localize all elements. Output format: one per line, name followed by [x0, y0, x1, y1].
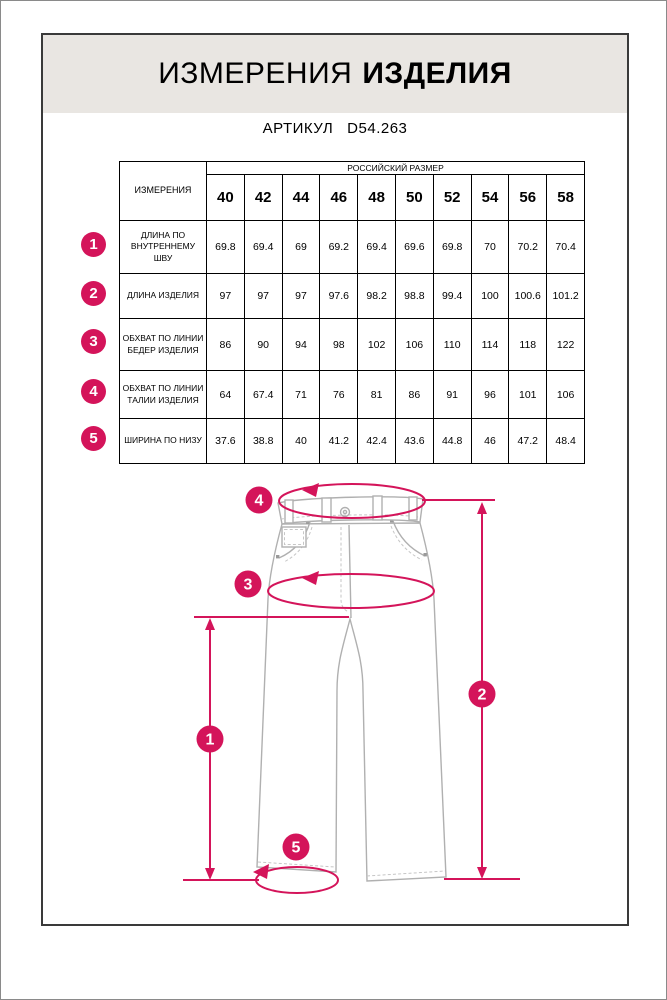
page-title-regular: ИЗМЕРЕНИЯ	[158, 57, 353, 90]
measurement-value-cell: 99.4	[433, 274, 471, 319]
measurement-label-cell: ОБХВАТ ПО ЛИНИИ ТАЛИИ ИЗДЕЛИЯ	[120, 371, 207, 419]
title-band	[43, 35, 627, 113]
measurement-value-cell: 70.4	[547, 221, 585, 274]
measurement-value-cell: 42.4	[358, 419, 396, 464]
diagram-badge-2	[469, 681, 496, 708]
measurement-value-cell: 86	[395, 371, 433, 419]
measurement-value-cell: 98.8	[395, 274, 433, 319]
measurement-value-cell: 81	[358, 371, 396, 419]
measurement-value-cell: 37.6	[207, 419, 245, 464]
measurement-value-cell: 114	[471, 319, 509, 371]
belt-loop	[322, 498, 331, 522]
svg-text:2: 2	[477, 686, 487, 704]
diagram-badge-4	[246, 487, 273, 514]
measurement-value-cell: 106	[395, 319, 433, 371]
measurement-value-cell: 96	[471, 371, 509, 419]
inseam-arrow-down-icon	[205, 868, 215, 880]
measurement-value-cell: 100.6	[509, 274, 547, 319]
measurement-row	[120, 274, 585, 319]
russian-size-group-header: РОССИЙСКИЙ РАЗМЕР	[207, 162, 585, 175]
measurement-value-cell: 122	[547, 319, 585, 371]
measurement-value-cell: 69.8	[207, 221, 245, 274]
measurement-value-cell: 70	[471, 221, 509, 274]
measurement-row	[120, 371, 585, 419]
table-header-row-group	[120, 162, 585, 175]
size-column-header: 58	[547, 175, 585, 221]
measurement-value-cell: 43.6	[395, 419, 433, 464]
page-title	[158, 57, 512, 91]
measurement-value-cell: 48.4	[547, 419, 585, 464]
svg-text:5: 5	[291, 839, 301, 857]
measurement-value-cell: 67.4	[244, 371, 282, 419]
length-arrow-down-icon	[477, 867, 487, 879]
measurement-value-cell: 97	[244, 274, 282, 319]
row-badge-4: 4	[81, 379, 106, 404]
measurement-label-cell: ОБХВАТ ПО ЛИНИИ БЕДЕР ИЗДЕЛИЯ	[120, 319, 207, 371]
measurement-value-cell: 69	[282, 221, 320, 274]
waist-arrowhead-icon	[302, 483, 319, 497]
measurement-label-cell: ДЛИНА ПО ВНУТРЕННЕМУ ШВУ	[120, 221, 207, 274]
measurement-value-cell: 94	[282, 319, 320, 371]
article-value: D54.263	[347, 120, 408, 137]
measurement-value-cell: 101.2	[547, 274, 585, 319]
measurement-value-cell: 118	[509, 319, 547, 371]
size-column-header: 40	[207, 175, 245, 221]
size-column-header: 46	[320, 175, 358, 221]
size-column-header: 42	[244, 175, 282, 221]
measurement-value-cell: 69.2	[320, 221, 358, 274]
measurement-value-cell: 98.2	[358, 274, 396, 319]
size-column-header: 50	[395, 175, 433, 221]
measurement-value-cell: 97.6	[320, 274, 358, 319]
measurement-value-cell: 100	[471, 274, 509, 319]
measurement-value-cell: 38.8	[244, 419, 282, 464]
measurements-table	[119, 161, 585, 464]
inseam-arrow-up-icon	[205, 618, 215, 630]
measurement-value-cell: 44.8	[433, 419, 471, 464]
measurement-value-cell: 69.8	[433, 221, 471, 274]
measurement-value-cell: 106	[547, 371, 585, 419]
measurement-value-cell: 69.6	[395, 221, 433, 274]
article-line	[41, 120, 629, 137]
page-title-bold: ИЗДЕЛИЯ	[362, 57, 512, 90]
measurement-value-cell: 70.2	[509, 221, 547, 274]
rivet-icon	[276, 555, 279, 558]
measurement-value-cell: 76	[320, 371, 358, 419]
measurement-value-cell: 90	[244, 319, 282, 371]
measurement-value-cell: 71	[282, 371, 320, 419]
svg-text:1: 1	[205, 731, 215, 749]
size-column-header: 52	[433, 175, 471, 221]
measurement-value-cell: 46	[471, 419, 509, 464]
waistband	[278, 497, 423, 524]
row-badge-1: 1	[81, 232, 106, 257]
pants-body-outline	[257, 523, 446, 881]
article-label: АРТИКУЛ	[262, 120, 334, 137]
measurement-value-cell: 86	[207, 319, 245, 371]
measurement-row	[120, 221, 585, 274]
length-arrow-up-icon	[477, 502, 487, 514]
svg-text:4: 4	[254, 492, 264, 510]
pants-technical-drawing	[141, 471, 541, 931]
measurement-value-cell: 97	[282, 274, 320, 319]
measurement-value-cell: 102	[358, 319, 396, 371]
diagram-badge-1	[197, 726, 224, 753]
row-badge-3: 3	[81, 329, 106, 354]
measurement-value-cell: 64	[207, 371, 245, 419]
measurement-value-cell: 40	[282, 419, 320, 464]
measurement-value-cell: 98	[320, 319, 358, 371]
measurement-row	[120, 419, 585, 464]
measurement-value-cell: 110	[433, 319, 471, 371]
measurement-value-cell: 97	[207, 274, 245, 319]
diagram-badge-5	[283, 834, 310, 861]
measurement-value-cell: 47.2	[509, 419, 547, 464]
size-column-header: 44	[282, 175, 320, 221]
measurement-value-cell: 69.4	[358, 221, 396, 274]
svg-text:3: 3	[243, 576, 253, 594]
measurement-label-cell: ДЛИНА ИЗДЕЛИЯ	[120, 274, 207, 319]
rivet-icon	[424, 553, 427, 556]
measurement-row	[120, 319, 585, 371]
hem-ellipse-callout	[256, 867, 338, 893]
measurement-label-cell: ШИРИНА ПО НИЗУ	[120, 419, 207, 464]
measurement-value-cell: 41.2	[320, 419, 358, 464]
diagram-badge-3	[235, 571, 262, 598]
measurements-column-header: ИЗМЕРЕНИЯ	[120, 162, 207, 221]
row-badge-5: 5	[81, 426, 106, 451]
row-badge-2: 2	[81, 281, 106, 306]
size-column-header: 54	[471, 175, 509, 221]
size-column-header: 48	[358, 175, 396, 221]
size-column-header: 56	[509, 175, 547, 221]
measurement-value-cell: 69.4	[244, 221, 282, 274]
measurement-value-cell: 101	[509, 371, 547, 419]
table-body	[120, 221, 585, 464]
measurement-value-cell: 91	[433, 371, 471, 419]
